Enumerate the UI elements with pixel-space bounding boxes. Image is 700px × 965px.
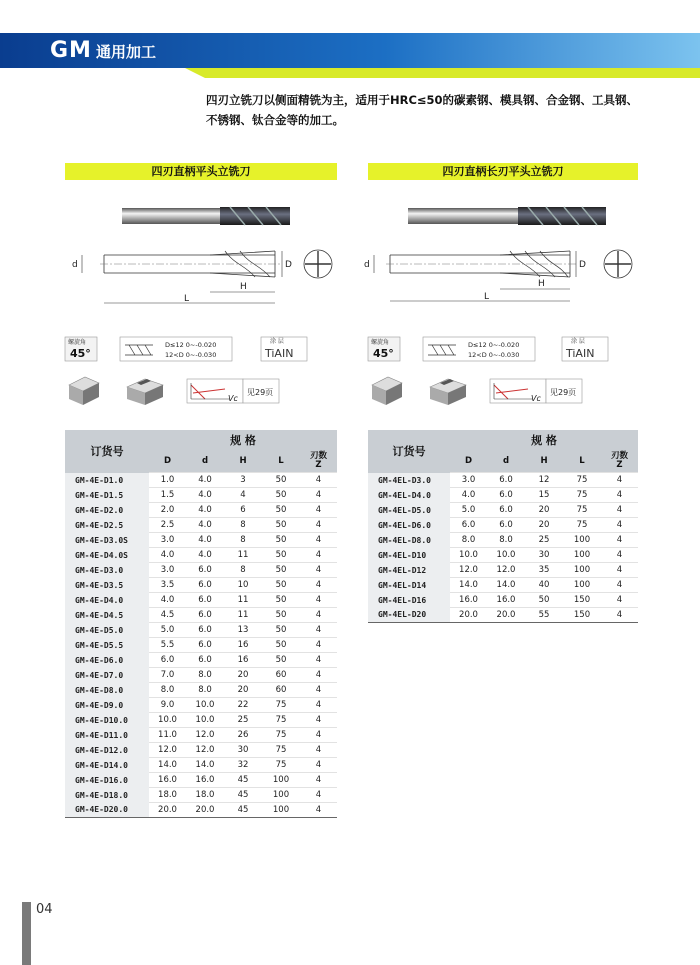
left-coat-value: TiAIN: [265, 347, 294, 360]
value-H: 4: [224, 488, 262, 503]
order-code: GM-4EL-D3.0: [368, 473, 450, 488]
value-Z: 4: [300, 728, 337, 743]
order-code: GM-4E-D9.0: [65, 698, 149, 713]
order-code: GM-4E-D4.5: [65, 608, 149, 623]
right-header-L: L: [563, 450, 601, 473]
value-L: 50: [262, 473, 300, 488]
table-row: [65, 473, 337, 488]
value-D: 4.0: [149, 593, 186, 608]
value-L: 100: [563, 578, 601, 593]
table-row: [368, 488, 638, 503]
left-helix-value: 45°: [70, 347, 91, 360]
value-Z: 4: [601, 578, 638, 593]
table-row: [368, 473, 638, 488]
value-H: 10: [224, 578, 262, 593]
left-header-order: 订货号: [65, 430, 149, 473]
right-header-H: H: [525, 450, 563, 473]
value-D: 5.5: [149, 638, 186, 653]
value-L: 50: [262, 488, 300, 503]
table-row: [65, 593, 337, 608]
value-H: 8: [224, 518, 262, 533]
order-code: GM-4E-D20.0: [65, 803, 149, 818]
value-H: 35: [525, 563, 563, 578]
value-d: 4.0: [186, 488, 224, 503]
value-L: 50: [262, 638, 300, 653]
intro-text: 四刃立铣刀以侧面精铣为主，适用于HRC≤50的碳素钢、模具钢、合金钢、工具钢、不锈钢、钛合金等的加工。: [206, 93, 639, 127]
value-H: 8: [224, 533, 262, 548]
value-Z: 4: [300, 593, 337, 608]
value-H: 16: [224, 653, 262, 668]
value-Z: 4: [300, 668, 337, 683]
value-d: 6.0: [186, 608, 224, 623]
left-tool-drawing: [60, 195, 350, 315]
value-D: 8.0: [450, 533, 487, 548]
value-Z: 4: [300, 563, 337, 578]
order-code: GM-4E-D3.0: [65, 563, 149, 578]
value-H: 45: [224, 803, 262, 818]
left-tol-line2: 12<D 0~-0.030: [165, 351, 217, 359]
left-ref-page: 见29页: [247, 388, 274, 397]
table-row: [65, 488, 337, 503]
left-header-D: D: [149, 450, 186, 473]
value-L: 150: [563, 608, 601, 623]
right-flute-section-icon: [604, 250, 632, 278]
value-Z: 4: [300, 488, 337, 503]
value-Z: 4: [601, 473, 638, 488]
left-groove-block-icon: [127, 379, 163, 405]
order-code: GM-4E-D1.0: [65, 473, 149, 488]
value-L: 50: [262, 548, 300, 563]
value-D: 3.5: [149, 578, 186, 593]
value-L: 75: [563, 488, 601, 503]
value-Z: 4: [601, 503, 638, 518]
right-tool-drawing: [360, 195, 650, 315]
header-code: GM: [50, 38, 92, 63]
value-d: 16.0: [186, 773, 224, 788]
value-Z: 4: [300, 653, 337, 668]
order-code: GM-4E-D4.0: [65, 593, 149, 608]
left-header-spec: 规 格: [149, 430, 337, 450]
order-code: GM-4E-D5.5: [65, 638, 149, 653]
value-d: 6.0: [487, 503, 525, 518]
value-d: 4.0: [186, 473, 224, 488]
table-row: [368, 563, 638, 578]
right-header-d: d: [487, 450, 525, 473]
value-d: 8.0: [487, 533, 525, 548]
value-L: 75: [262, 698, 300, 713]
table-row: [65, 758, 337, 773]
value-L: 100: [563, 533, 601, 548]
order-code: GM-4E-D10.0: [65, 713, 149, 728]
value-d: 20.0: [487, 608, 525, 623]
table-row: [65, 653, 337, 668]
value-Z: 4: [300, 788, 337, 803]
value-d: 6.0: [186, 638, 224, 653]
value-Z: 4: [300, 518, 337, 533]
value-H: 40: [525, 578, 563, 593]
value-D: 14.0: [450, 578, 487, 593]
value-d: 8.0: [186, 668, 224, 683]
value-d: 16.0: [487, 593, 525, 608]
value-H: 3: [224, 473, 262, 488]
value-D: 8.0: [149, 683, 186, 698]
table-row: [65, 578, 337, 593]
right-coat-value: TiAIN: [566, 347, 595, 360]
right-header-z-cn: 刃数: [610, 451, 628, 461]
order-code: GM-4E-D3.0S: [65, 533, 149, 548]
value-H: 25: [525, 533, 563, 548]
right-tol-line2: 12<D 0~-0.030: [468, 351, 520, 359]
right-helix-value: 45°: [373, 347, 394, 360]
value-Z: 4: [601, 563, 638, 578]
value-d: 10.0: [487, 548, 525, 563]
order-code: GM-4E-D7.0: [65, 668, 149, 683]
table-row: [368, 533, 638, 548]
value-L: 75: [262, 758, 300, 773]
order-code: GM-4E-D5.0: [65, 623, 149, 638]
value-Z: 4: [300, 608, 337, 623]
value-D: 20.0: [450, 608, 487, 623]
value-D: 2.5: [149, 518, 186, 533]
value-L: 50: [262, 518, 300, 533]
value-D: 5.0: [149, 623, 186, 638]
right-dim-L: L: [484, 292, 490, 302]
value-D: 3.0: [450, 473, 487, 488]
left-dim-d: d: [72, 260, 78, 270]
left-dim-L: L: [184, 294, 190, 304]
left-vc-label: Vc: [228, 394, 238, 403]
left-dim-H: H: [240, 282, 247, 292]
value-Z: 4: [300, 803, 337, 818]
value-D: 6.0: [450, 518, 487, 533]
order-code: GM-4E-D16.0: [65, 773, 149, 788]
value-Z: 4: [601, 533, 638, 548]
value-d: 6.0: [186, 653, 224, 668]
value-H: 45: [224, 788, 262, 803]
value-Z: 4: [300, 548, 337, 563]
value-D: 18.0: [149, 788, 186, 803]
right-header-z: Z: [616, 460, 623, 470]
right-ref-page: 见29页: [550, 388, 577, 397]
table-row: [65, 608, 337, 623]
value-H: 50: [525, 593, 563, 608]
table-row: [65, 698, 337, 713]
value-L: 50: [262, 653, 300, 668]
value-L: 75: [262, 713, 300, 728]
order-code: GM-4E-D14.0: [65, 758, 149, 773]
table-row: [368, 593, 638, 608]
order-code: GM-4EL-D12: [368, 563, 450, 578]
left-helix-label: 螺旋角: [68, 339, 87, 346]
value-H: 15: [525, 488, 563, 503]
right-spec-icons: [368, 333, 638, 413]
value-H: 26: [224, 728, 262, 743]
left-header-H: H: [224, 450, 262, 473]
right-header-D: D: [450, 450, 487, 473]
left-flute-section-icon: [304, 250, 332, 278]
left-coat-label: 涂 层: [270, 338, 284, 345]
table-row: [65, 788, 337, 803]
left-tol-line1: D≤12 0~-0.020: [165, 341, 217, 349]
value-L: 50: [262, 533, 300, 548]
table-row: [65, 803, 337, 818]
value-d: 18.0: [186, 788, 224, 803]
value-L: 100: [262, 773, 300, 788]
table-row: [65, 533, 337, 548]
value-D: 3.0: [149, 563, 186, 578]
value-Z: 4: [300, 683, 337, 698]
value-H: 8: [224, 563, 262, 578]
value-H: 20: [525, 518, 563, 533]
value-d: 14.0: [186, 758, 224, 773]
value-Z: 4: [300, 638, 337, 653]
header-subtitle: 通用加工: [95, 43, 156, 61]
value-Z: 4: [300, 503, 337, 518]
table-row: [65, 683, 337, 698]
right-header-Z: [601, 450, 638, 473]
value-D: 14.0: [149, 758, 186, 773]
value-H: 20: [224, 683, 262, 698]
value-H: 30: [525, 548, 563, 563]
value-H: 16: [224, 638, 262, 653]
value-H: 20: [525, 503, 563, 518]
order-code: GM-4EL-D5.0: [368, 503, 450, 518]
value-D: 7.0: [149, 668, 186, 683]
value-Z: 4: [300, 533, 337, 548]
value-D: 5.0: [450, 503, 487, 518]
table-row: [65, 668, 337, 683]
value-Z: 4: [601, 548, 638, 563]
table-row: [368, 503, 638, 518]
value-D: 16.0: [149, 773, 186, 788]
value-D: 10.0: [450, 548, 487, 563]
value-D: 2.0: [149, 503, 186, 518]
value-d: 4.0: [186, 548, 224, 563]
page-bar: [22, 902, 31, 965]
order-code: GM-4EL-D16: [368, 593, 450, 608]
header-title: [50, 38, 156, 63]
value-H: 30: [224, 743, 262, 758]
right-spec-table: [368, 430, 638, 623]
table-row: [368, 548, 638, 563]
value-D: 9.0: [149, 698, 186, 713]
order-code: GM-4E-D2.5: [65, 518, 149, 533]
left-header-L: L: [262, 450, 300, 473]
value-d: 4.0: [186, 533, 224, 548]
value-d: 12.0: [186, 728, 224, 743]
right-helix-label: 螺旋角: [371, 339, 390, 346]
left-header-d: d: [186, 450, 224, 473]
value-L: 50: [262, 623, 300, 638]
left-dim-D: D: [285, 260, 292, 270]
value-Z: 4: [601, 608, 638, 623]
value-Z: 4: [601, 593, 638, 608]
value-Z: 4: [300, 743, 337, 758]
order-code: GM-4E-D1.5: [65, 488, 149, 503]
value-L: 50: [262, 503, 300, 518]
value-d: 4.0: [186, 503, 224, 518]
table-row: [368, 518, 638, 533]
value-D: 3.0: [149, 533, 186, 548]
right-dim-d: d: [364, 260, 370, 270]
table-row: [65, 623, 337, 638]
order-code: GM-4E-D2.0: [65, 503, 149, 518]
value-D: 12.0: [149, 743, 186, 758]
value-L: 100: [563, 563, 601, 578]
value-d: 8.0: [186, 683, 224, 698]
value-d: 10.0: [186, 713, 224, 728]
order-code: GM-4EL-D14: [368, 578, 450, 593]
order-code: GM-4E-D4.0S: [65, 548, 149, 563]
value-d: 6.0: [186, 578, 224, 593]
value-D: 20.0: [149, 803, 186, 818]
value-L: 75: [262, 743, 300, 758]
value-H: 13: [224, 623, 262, 638]
value-L: 150: [563, 593, 601, 608]
value-d: 6.0: [487, 473, 525, 488]
value-L: 100: [262, 788, 300, 803]
value-Z: 4: [300, 578, 337, 593]
right-section-title: 四刃直柄长刃平头立铣刀: [368, 163, 638, 180]
value-L: 50: [262, 563, 300, 578]
table-row: [368, 608, 638, 623]
table-row: [368, 578, 638, 593]
value-D: 4.5: [149, 608, 186, 623]
value-H: 6: [224, 503, 262, 518]
order-code: GM-4E-D8.0: [65, 683, 149, 698]
table-row: [65, 503, 337, 518]
table-row: [65, 743, 337, 758]
right-groove-block-icon: [430, 379, 466, 405]
right-tol-line1: D≤12 0~-0.020: [468, 341, 520, 349]
value-D: 12.0: [450, 563, 487, 578]
value-d: 20.0: [186, 803, 224, 818]
right-dim-D: D: [579, 260, 586, 270]
value-L: 60: [262, 683, 300, 698]
order-code: GM-4EL-D6.0: [368, 518, 450, 533]
right-header-spec: 规 格: [450, 430, 638, 450]
value-H: 25: [224, 713, 262, 728]
value-D: 11.0: [149, 728, 186, 743]
table-row: [65, 773, 337, 788]
value-H: 11: [224, 593, 262, 608]
right-header-order: 订货号: [368, 430, 450, 473]
left-header-z-cn: 刃数: [309, 451, 327, 461]
page-number: 04: [36, 902, 53, 917]
table-row: [65, 713, 337, 728]
left-header-Z: [300, 450, 337, 473]
value-L: 100: [262, 803, 300, 818]
value-H: 12: [525, 473, 563, 488]
value-L: 50: [262, 593, 300, 608]
value-Z: 4: [300, 758, 337, 773]
value-d: 12.0: [487, 563, 525, 578]
value-Z: 4: [300, 698, 337, 713]
value-d: 10.0: [186, 698, 224, 713]
order-code: GM-4E-D12.0: [65, 743, 149, 758]
value-Z: 4: [300, 623, 337, 638]
order-code: GM-4EL-D4.0: [368, 488, 450, 503]
value-d: 14.0: [487, 578, 525, 593]
value-H: 11: [224, 608, 262, 623]
right-dim-H: H: [538, 279, 545, 289]
right-vc-label: Vc: [531, 394, 541, 403]
value-D: 4.0: [149, 548, 186, 563]
value-d: 6.0: [186, 563, 224, 578]
left-spec-icons: [65, 333, 335, 413]
value-L: 50: [262, 608, 300, 623]
table-row: [65, 518, 337, 533]
value-L: 75: [563, 503, 601, 518]
left-header-z: Z: [315, 460, 322, 470]
order-code: GM-4E-D3.5: [65, 578, 149, 593]
left-spec-table: [65, 430, 337, 818]
value-D: 4.0: [450, 488, 487, 503]
value-L: 75: [563, 473, 601, 488]
value-d: 4.0: [186, 518, 224, 533]
value-L: 75: [262, 728, 300, 743]
order-code: GM-4E-D11.0: [65, 728, 149, 743]
value-H: 11: [224, 548, 262, 563]
value-H: 45: [224, 773, 262, 788]
value-Z: 4: [300, 773, 337, 788]
order-code: GM-4E-D6.0: [65, 653, 149, 668]
value-D: 10.0: [149, 713, 186, 728]
value-L: 50: [262, 578, 300, 593]
value-D: 1.5: [149, 488, 186, 503]
value-D: 16.0: [450, 593, 487, 608]
value-D: 1.0: [149, 473, 186, 488]
value-Z: 4: [300, 473, 337, 488]
order-code: GM-4EL-D10: [368, 548, 450, 563]
table-row: [65, 563, 337, 578]
value-H: 22: [224, 698, 262, 713]
value-H: 55: [525, 608, 563, 623]
value-d: 12.0: [186, 743, 224, 758]
value-Z: 4: [300, 713, 337, 728]
value-Z: 4: [601, 488, 638, 503]
value-d: 6.0: [186, 593, 224, 608]
value-d: 6.0: [487, 488, 525, 503]
value-L: 75: [563, 518, 601, 533]
table-row: [65, 548, 337, 563]
value-L: 60: [262, 668, 300, 683]
value-d: 6.0: [186, 623, 224, 638]
value-H: 20: [224, 668, 262, 683]
order-code: GM-4E-D18.0: [65, 788, 149, 803]
value-d: 6.0: [487, 518, 525, 533]
left-section-title: 四刃直柄平头立铣刀: [65, 163, 337, 180]
right-slot-block-icon: [372, 377, 402, 405]
value-H: 32: [224, 758, 262, 773]
table-row: [65, 728, 337, 743]
left-slot-block-icon: [69, 377, 99, 405]
value-Z: 4: [601, 518, 638, 533]
order-code: GM-4EL-D20: [368, 608, 450, 623]
order-code: GM-4EL-D8.0: [368, 533, 450, 548]
right-coat-label: 涂 层: [571, 338, 585, 345]
value-D: 6.0: [149, 653, 186, 668]
table-row: [65, 638, 337, 653]
value-L: 100: [563, 548, 601, 563]
